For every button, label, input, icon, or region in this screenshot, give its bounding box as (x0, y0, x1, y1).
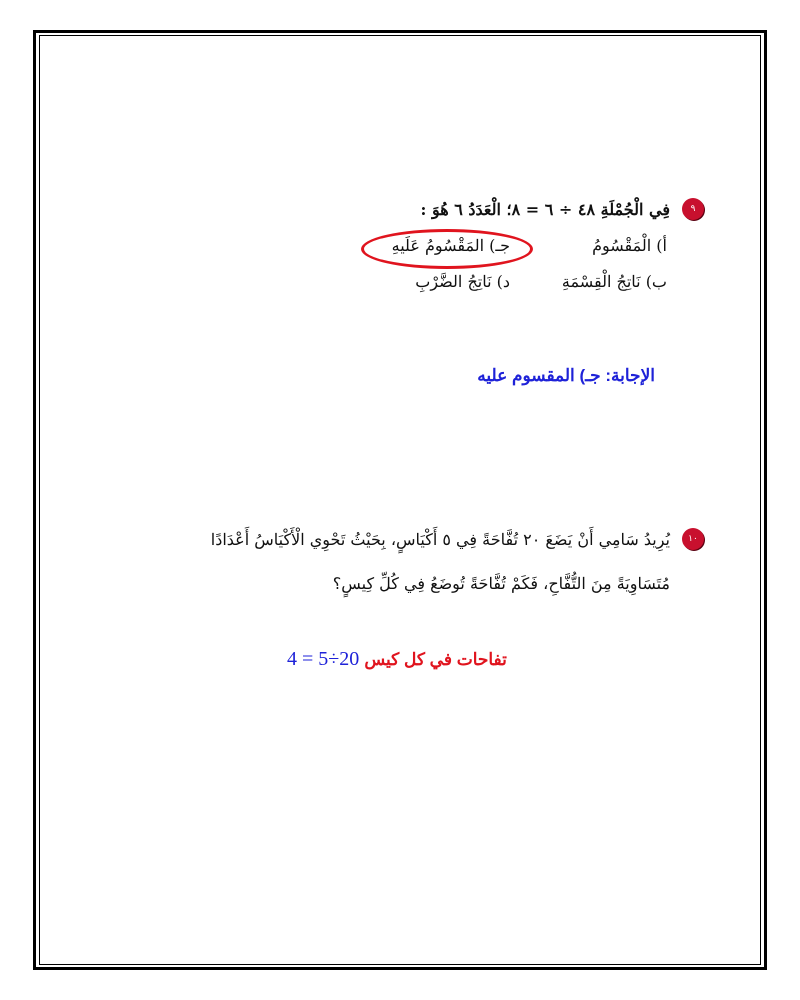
question-9-number: ٩ (690, 204, 696, 214)
question-10-equation: 20÷5 = 4 (287, 648, 360, 670)
question-10-answer (287, 648, 511, 671)
page-border-inner (39, 35, 761, 965)
answer-circle-highlight (361, 229, 533, 269)
question-9-stem: فِي الْجُمْلَةِ ٤٨ ÷ ٦ = ٨؛ الْعَدَدُ ٦ هُوَ : (420, 200, 670, 219)
question-10-answer-text: تفاحات في كل كيس (364, 650, 507, 669)
question-9-option-a: أ) الْمَقْسُومُ (592, 236, 667, 255)
question-10-stem-line1: يُرِيدُ سَامِي أَنْ يَضَعَ ٢٠ تُفَّاحَةً فِي ٥ أَكْيَاسٍ، بِحَيْثُ تَحْوِي الْأَكْيَاسُ أَعْدَادًا (210, 530, 670, 549)
question-10-number-badge (682, 528, 704, 550)
question-9-option-c: جـ) المَقْسُومُ عَلَيهِ (391, 236, 510, 255)
question-9-option-d: د) نَاتِجُ الضَّرْبِ (415, 272, 510, 291)
question-9-answer: الإجابة: جـ) المقسوم عليه (477, 366, 655, 385)
question-9-option-b: ب) نَاتِجُ الْقِسْمَةِ (561, 272, 667, 291)
question-10-stem-line2: مُتَسَاوِيَةً مِنَ التُّفَّاحِ، فَكَمْ تُفَّاحَةً تُوضَعُ فِي كُلِّ كِيسٍ؟ (332, 574, 670, 593)
question-10-number: ١٠ (688, 534, 698, 544)
question-9-number-badge (682, 198, 704, 220)
